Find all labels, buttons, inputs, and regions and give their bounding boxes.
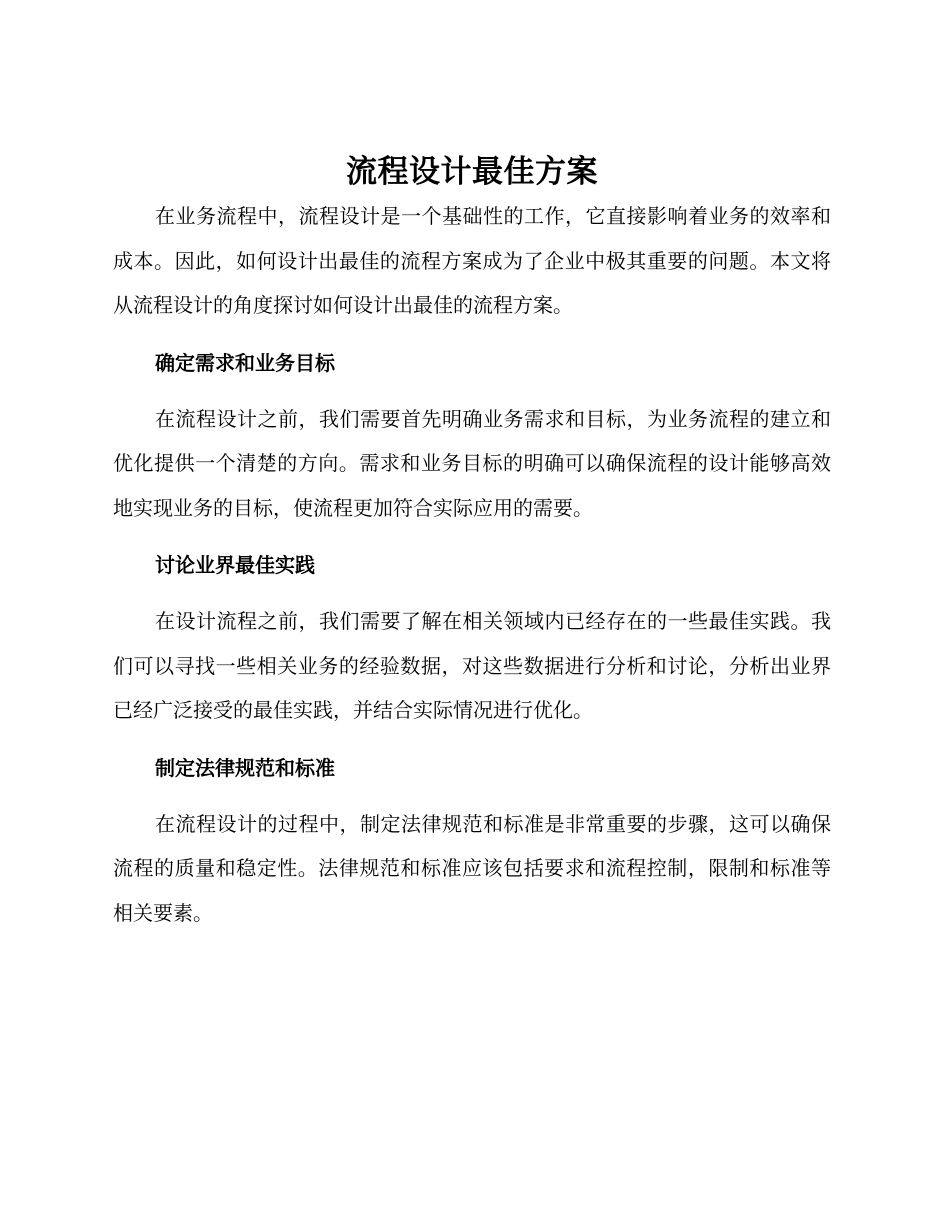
spacer xyxy=(113,733,831,746)
section-paragraph-best-practices: 在设计流程之前，我们需要了解在相关领域内已经存在的一些最佳实践。我们可以寻找一些相关业务的经验数据，对这些数据进行分析和讨论，分析出业界已经广泛接受的最佳实践，并结合实际情况进行优化。 xyxy=(113,609,831,722)
section-heading-requirements: 确定需求和业务目标 xyxy=(155,350,335,375)
section-heading-standards: 制定法律规范和标准 xyxy=(155,755,335,780)
document-title: 流程设计最佳方案 xyxy=(346,154,598,190)
spacer xyxy=(113,790,831,802)
document-body xyxy=(113,150,831,935)
section-heading-best-practices: 讨论业界最佳实践 xyxy=(155,553,315,577)
spacer xyxy=(113,385,831,397)
spacer xyxy=(113,328,831,341)
spacer xyxy=(113,530,831,543)
section-paragraph-standards: 在流程设计的过程中，制定法律规范和标准是非常重要的步骤，这可以确保流程的质量和稳定性。法律规范和标准应该包括要求和流程控制，限制和标准等相关要素。 xyxy=(113,811,831,925)
spacer xyxy=(113,587,831,599)
intro-paragraph: 在业务流程中，流程设计是一个基础性的工作，它直接影响着业务的效率和成本。因此，如何设计出最佳的流程方案成为了企业中极其重要的问题。本文将从流程设计的角度探讨如何设计出最佳的流程方案。 xyxy=(113,204,831,317)
section-paragraph-requirements: 在流程设计之前，我们需要首先明确业务需求和目标，为业务流程的建立和优化提供一个清楚的方向。需求和业务目标的明确可以确保流程的设计能够高效地实现业务的目标，使流程更加符合实际应用的需要。 xyxy=(113,406,831,520)
